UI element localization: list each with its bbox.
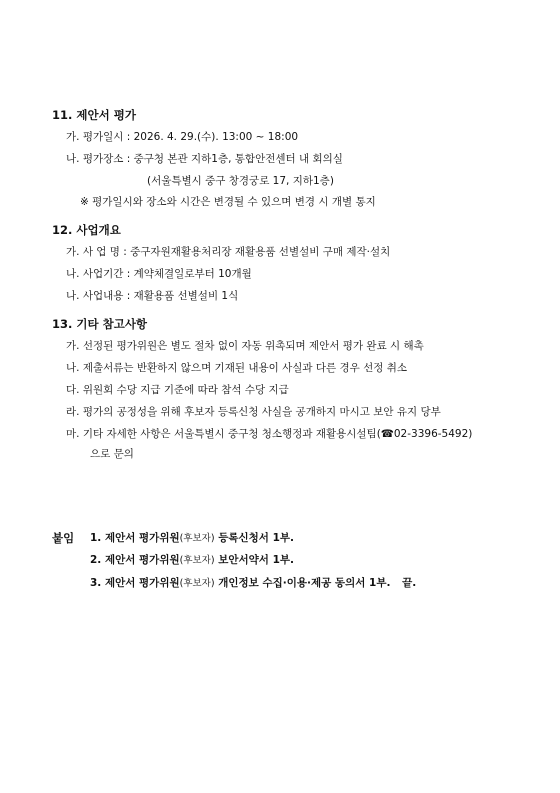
document-end-mark: 끝. xyxy=(402,577,417,589)
section-13-item-c: 다. 위원회 수당 지급 기준에 따라 참석 수당 지급 xyxy=(66,384,289,396)
section-11-item-a: 가. 평가일시 : 2026. 4. 29.(수). 13:00 ~ 18:00 xyxy=(66,131,299,143)
section-13-item-e: 마. 기타 자세한 사항은 서울특별시 중구청 청소행정과 재활용시설팀(☎02-3396-5492) xyxy=(66,428,473,440)
attachment-title: 제안서 평가위원 xyxy=(104,532,180,544)
section-13-item-d: 라. 평가의 공정성을 위해 후보자 등록신청 사실을 공개하지 마시고 보안 유지 당부 xyxy=(66,406,441,418)
attachment-item-3 xyxy=(90,576,416,591)
attachment-desc: 보안서약서 1부. xyxy=(214,554,295,566)
attachment-title: 제안서 평가위원 xyxy=(104,577,180,589)
section-13-title: 13. 기타 참고사항 xyxy=(52,317,148,331)
attachment-number: 2. xyxy=(90,554,102,566)
section-13-item-e-cont: 으로 문의 xyxy=(90,448,134,460)
section-13-item-a: 가. 선정된 평가위원은 별도 절차 없이 자동 위촉되며 제안서 평가 완료 시 해촉 xyxy=(66,340,424,352)
attachment-item-1 xyxy=(90,531,294,546)
section-12-title: 12. 사업개요 xyxy=(52,223,121,237)
section-12-item-b: 나. 사업기간 : 계약체결일로부터 10개월 xyxy=(66,268,252,280)
attachment-paren: (후보자) xyxy=(179,555,215,566)
section-11-item-b: 나. 평가장소 : 중구청 본관 지하1층, 통합안전센터 내 회의실 xyxy=(66,153,343,165)
attachment-number: 1. xyxy=(90,532,102,544)
section-11-item-b-address: (서울특별시 중구 창경궁로 17, 지하1층) xyxy=(147,175,334,187)
attachment-number: 3. xyxy=(90,577,102,589)
attachment-desc: 등록신청서 1부. xyxy=(214,532,295,544)
section-12-item-c: 나. 사업내용 : 재활용품 선별설비 1식 xyxy=(66,290,239,302)
attachment-paren: (후보자) xyxy=(179,578,215,589)
section-12-item-a: 가. 사 업 명 : 중구자원재활용처리장 재활용품 선별설비 구매 제작·설치 xyxy=(66,246,391,258)
attachment-desc: 개인정보 수집·이용·제공 동의서 1부. xyxy=(214,577,391,589)
attachment-item-2 xyxy=(90,553,294,568)
section-13-item-b: 나. 제출서류는 반환하지 않으며 기재된 내용이 사실과 다른 경우 선정 취소 xyxy=(66,362,408,374)
attachments-label: 붙임 xyxy=(52,531,75,545)
attachment-paren: (후보자) xyxy=(179,533,215,544)
section-11-note: ※ 평가일시와 장소와 시간은 변경될 수 있으며 변경 시 개별 통지 xyxy=(80,196,376,208)
section-11-title: 11. 제안서 평가 xyxy=(52,108,136,122)
attachment-title: 제안서 평가위원 xyxy=(104,554,180,566)
